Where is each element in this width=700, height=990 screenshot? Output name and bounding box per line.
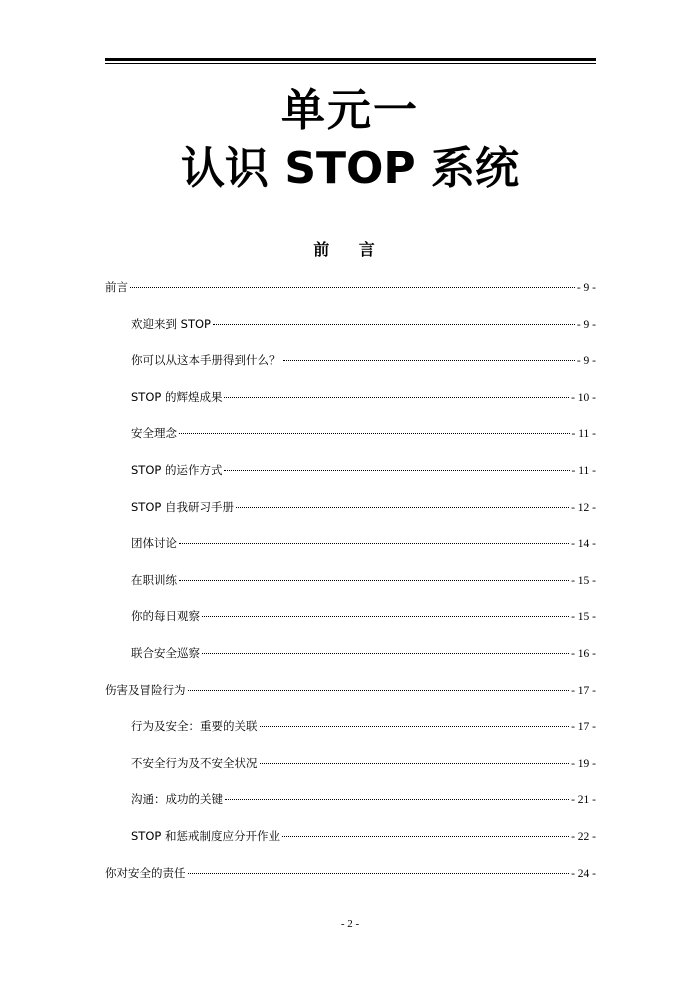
toc-entry-label: STOP 的辉煌成果 bbox=[131, 389, 223, 404]
toc-entry-page: - 11 - bbox=[571, 465, 596, 477]
toc-entry-page: - 10 - bbox=[571, 391, 596, 404]
toc-entry-page: - 15 - bbox=[571, 574, 596, 587]
toc-entry-page: - 11 - bbox=[571, 428, 596, 441]
toc-dot-leader bbox=[179, 432, 570, 434]
toc-entry-label: STOP 的运作方式 bbox=[131, 463, 223, 477]
toc-dot-leader bbox=[236, 506, 569, 508]
page-number: - 2 - bbox=[340, 918, 360, 930]
toc-entry-label: 行为及安全：重要的关联 bbox=[131, 719, 258, 734]
toc-entry-page: - 24 - bbox=[571, 867, 596, 880]
toc-entry-label: 团体讨论 bbox=[131, 536, 177, 551]
toc-entry[interactable] bbox=[131, 315, 596, 333]
toc-entry[interactable] bbox=[105, 278, 596, 296]
toc-dot-leader bbox=[179, 542, 569, 544]
toc-entry[interactable] bbox=[131, 790, 596, 808]
toc-dot-leader bbox=[202, 615, 569, 617]
toc-entry[interactable] bbox=[131, 827, 596, 845]
toc-dot-leader bbox=[282, 835, 569, 837]
unit-subtitle: 认识 STOP 系统 bbox=[181, 143, 519, 194]
toc-entry-label: 沟通：成功的关键 bbox=[131, 792, 223, 807]
toc-entry-page: - 17 - bbox=[571, 721, 596, 734]
toc-entry-page: - 15 - bbox=[571, 611, 596, 624]
toc-entry[interactable] bbox=[131, 754, 596, 772]
toc-dot-leader bbox=[179, 579, 569, 581]
toc-entry-label: 你对安全的责任 bbox=[105, 865, 186, 880]
toc-dot-leader bbox=[130, 286, 575, 288]
toc-entry-label: 欢迎来到 STOP bbox=[131, 316, 211, 331]
toc-entry-page: - 9 - bbox=[576, 282, 596, 294]
toc-entry-label: STOP 自我研习手册 bbox=[131, 499, 234, 514]
toc-entry[interactable] bbox=[131, 607, 596, 625]
toc-entry-label: 在职训练 bbox=[131, 572, 177, 587]
toc-entry-label: 你的每日观察 bbox=[131, 609, 200, 624]
toc-entry[interactable] bbox=[131, 388, 596, 406]
toc-dot-leader bbox=[224, 396, 569, 398]
toc-entry-page: - 9 - bbox=[576, 318, 596, 331]
toc-entry[interactable] bbox=[105, 864, 596, 882]
toc-dot-leader bbox=[202, 652, 569, 654]
toc-entry[interactable] bbox=[131, 424, 596, 442]
toc-entry-label: 你可以从这本手册得到什么？ bbox=[131, 353, 281, 368]
toc-entry-page: - 19 - bbox=[571, 757, 596, 770]
toc-dot-leader bbox=[188, 689, 570, 691]
toc-entry[interactable] bbox=[131, 644, 596, 662]
toc-dot-leader bbox=[283, 359, 575, 361]
toc-entry-label: 前言 bbox=[105, 280, 128, 294]
toc-entry-page: - 12 - bbox=[571, 501, 596, 514]
toc-entry-label: 伤害及冒险行为 bbox=[105, 682, 186, 697]
toc-dot-leader bbox=[213, 323, 575, 325]
toc-entry-page: - 17 - bbox=[571, 684, 596, 697]
toc-entry-page: - 22 - bbox=[571, 831, 596, 843]
toc-dot-leader bbox=[188, 872, 570, 874]
toc-entry-page: - 14 - bbox=[571, 538, 596, 551]
toc-entry-label: 安全理念 bbox=[131, 426, 177, 441]
header-rule-thick bbox=[105, 58, 596, 61]
toc-entry-label: STOP 和惩戒制度应分开作业 bbox=[131, 829, 280, 843]
toc-dot-leader bbox=[225, 798, 569, 800]
toc-entry[interactable] bbox=[131, 534, 596, 552]
toc-entry[interactable] bbox=[131, 717, 596, 735]
toc-dot-leader bbox=[260, 762, 570, 764]
toc-entry-label: 不安全行为及不安全状况 bbox=[131, 755, 258, 770]
toc-entry[interactable] bbox=[131, 571, 596, 589]
header-rule-thin bbox=[105, 63, 596, 64]
unit-title: 单元一 bbox=[281, 85, 419, 136]
toc-entry[interactable] bbox=[105, 681, 596, 699]
toc-entry-page: - 16 - bbox=[571, 648, 596, 660]
toc-entry-label: 联合安全巡察 bbox=[131, 646, 200, 660]
toc-entry-page: - 21 - bbox=[571, 794, 596, 807]
toc-entry[interactable] bbox=[131, 351, 596, 369]
toc-entry[interactable] bbox=[131, 498, 596, 516]
toc-heading: 前 言 bbox=[313, 240, 387, 259]
toc-entry[interactable] bbox=[131, 461, 596, 479]
toc-dot-leader bbox=[224, 469, 569, 471]
toc-dot-leader bbox=[260, 725, 570, 727]
toc-entry-page: - 9 - bbox=[576, 355, 596, 368]
